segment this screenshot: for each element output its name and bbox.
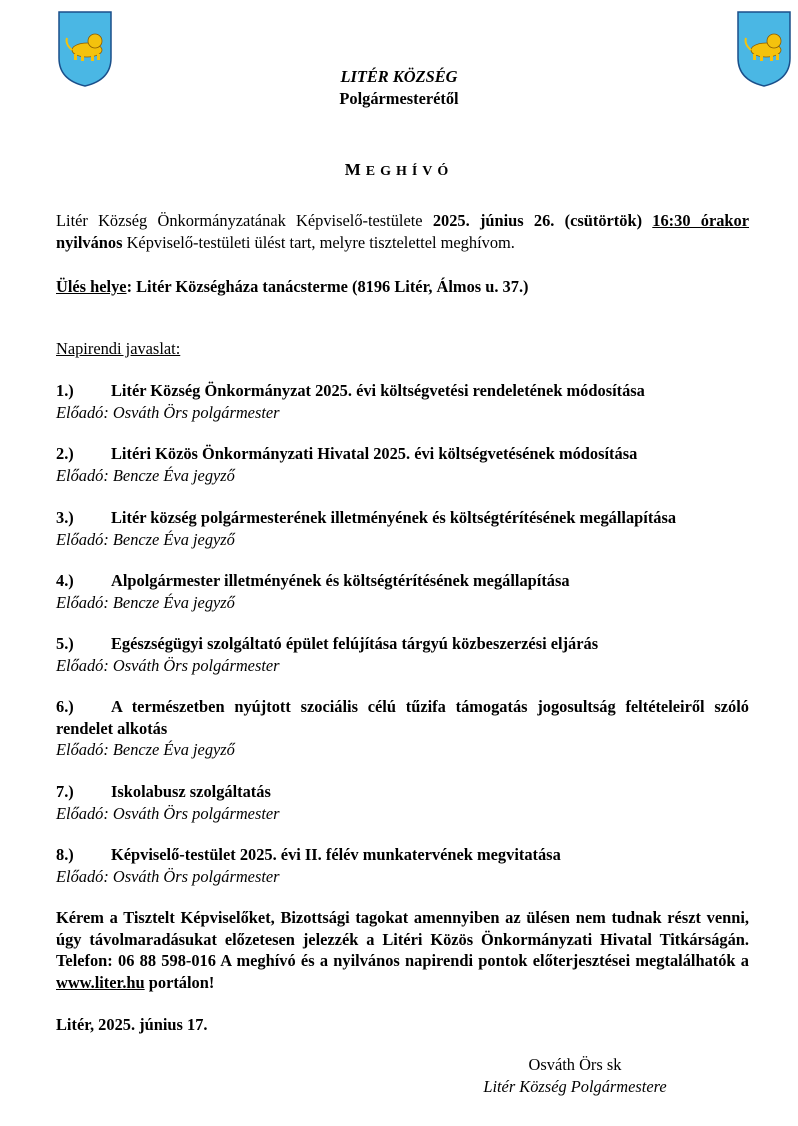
agenda-presenter: Előadó: Bencze Éva jegyző: [56, 592, 235, 612]
office-name: Polgármesterétől: [339, 89, 459, 108]
closing-text-1: Kérem a Tisztelt Képviselőket, Bizottsági tagokat amennyiben az ülésen nem tudnak részt venni, úgy távolmaradásukat előzetesen jelezzék a Litéri Közös Önkormányzati Hivatal Titkárságán. Telefon: 06 88 598-016 A meghívó és a nyilvános napirendi pontok előterjesztései megtalálhatók a: [56, 908, 749, 970]
municipality-name: LITÉR KÖZSÉG: [340, 67, 458, 86]
agenda-title: Litér Község Önkormányzat 2025. évi költségvetési rendeletének módosítása: [111, 381, 645, 400]
meeting-date: 2025. június 26. (csütörtök): [432, 211, 643, 230]
place-date: Litér, 2025. június 17.: [56, 1015, 208, 1034]
agenda-number: 5.): [56, 634, 74, 653]
closing-text-2: portálon!: [144, 972, 215, 992]
agenda-item: [56, 443, 749, 486]
intro-text-1: Litér Község Önkormányzatának Képviselő-testülete: [56, 211, 433, 230]
agenda-title: A természetben nyújtott szociális célú tűzifa támogatás jogosultság feltételeiről szóló rendelet alkotás: [56, 697, 749, 738]
agenda-item: [56, 633, 749, 676]
agenda-number: 1.): [56, 381, 74, 400]
agenda-presenter: Előadó: Osváth Örs polgármester: [56, 866, 280, 886]
title-rest: EGHÍVÓ: [365, 164, 454, 179]
agenda-presenter: Előadó: Osváth Örs polgármester: [56, 402, 280, 422]
agenda-title: Alpolgármester illetményének és költségtérítésének megállapítása: [111, 571, 570, 590]
agenda-number: 7.): [56, 782, 74, 801]
agenda-item: [56, 781, 749, 824]
signature-block: [440, 1054, 710, 1098]
agenda-item: [56, 570, 749, 613]
venue-label: Ülés helye: [56, 277, 127, 296]
agenda-item: [56, 696, 749, 760]
agenda-label: Napirendi javaslat:: [56, 339, 181, 358]
agenda-number: 2.): [56, 444, 74, 463]
agenda-number: 3.): [56, 508, 74, 527]
meeting-time: 16:30 órakor: [652, 211, 750, 230]
intro-paragraph: [56, 210, 749, 253]
agenda-title: Egészségügyi szolgáltató épület felújítása tárgyú közbeszerzési eljárás: [111, 634, 599, 653]
venue-value: : Litér Községháza tanácsterme (8196 Litér, Álmos u. 37.): [126, 277, 529, 296]
agenda-title: Litér község polgármesterének illetményének és költségtérítésének megállapítása: [111, 508, 677, 527]
document-title: [0, 160, 798, 182]
venue-line: [56, 276, 749, 298]
agenda-item: [56, 507, 749, 550]
agenda-presenter: Előadó: Bencze Éva jegyző: [56, 465, 235, 485]
meeting-public: nyilvános: [56, 232, 123, 252]
website-link[interactable]: www.liter.hu: [56, 972, 145, 992]
agenda-presenter: Előadó: Bencze Éva jegyző: [56, 740, 235, 759]
agenda-title: Képviselő-testület 2025. évi II. félév munkatervének megvitatása: [111, 845, 561, 864]
signer-role: Litér Község Polgármestere: [483, 1077, 667, 1096]
intro-text-2: Képviselő-testületi ülést tart, melyre tisztelettel meghívom.: [122, 232, 515, 252]
agenda-item: [56, 844, 749, 887]
agenda-presenter: Előadó: Osváth Örs polgármester: [56, 655, 280, 675]
title-initial: M: [344, 160, 366, 179]
agenda-title: Litéri Közös Önkormányzati Hivatal 2025. évi költségvetésének módosítása: [111, 444, 638, 463]
closing-paragraph: [56, 907, 749, 993]
agenda-number: 8.): [56, 845, 74, 864]
signer-name: Osváth Örs sk: [528, 1055, 622, 1074]
agenda-title: Iskolabusz szolgáltatás: [111, 782, 271, 801]
agenda-number: 4.): [56, 571, 74, 590]
agenda-presenter: Előadó: Bencze Éva jegyző: [56, 529, 235, 549]
agenda-presenter: Előadó: Osváth Örs polgármester: [56, 803, 280, 823]
document-header: [0, 66, 798, 110]
agenda-number: 6.): [56, 697, 74, 716]
agenda-item: [56, 380, 749, 423]
